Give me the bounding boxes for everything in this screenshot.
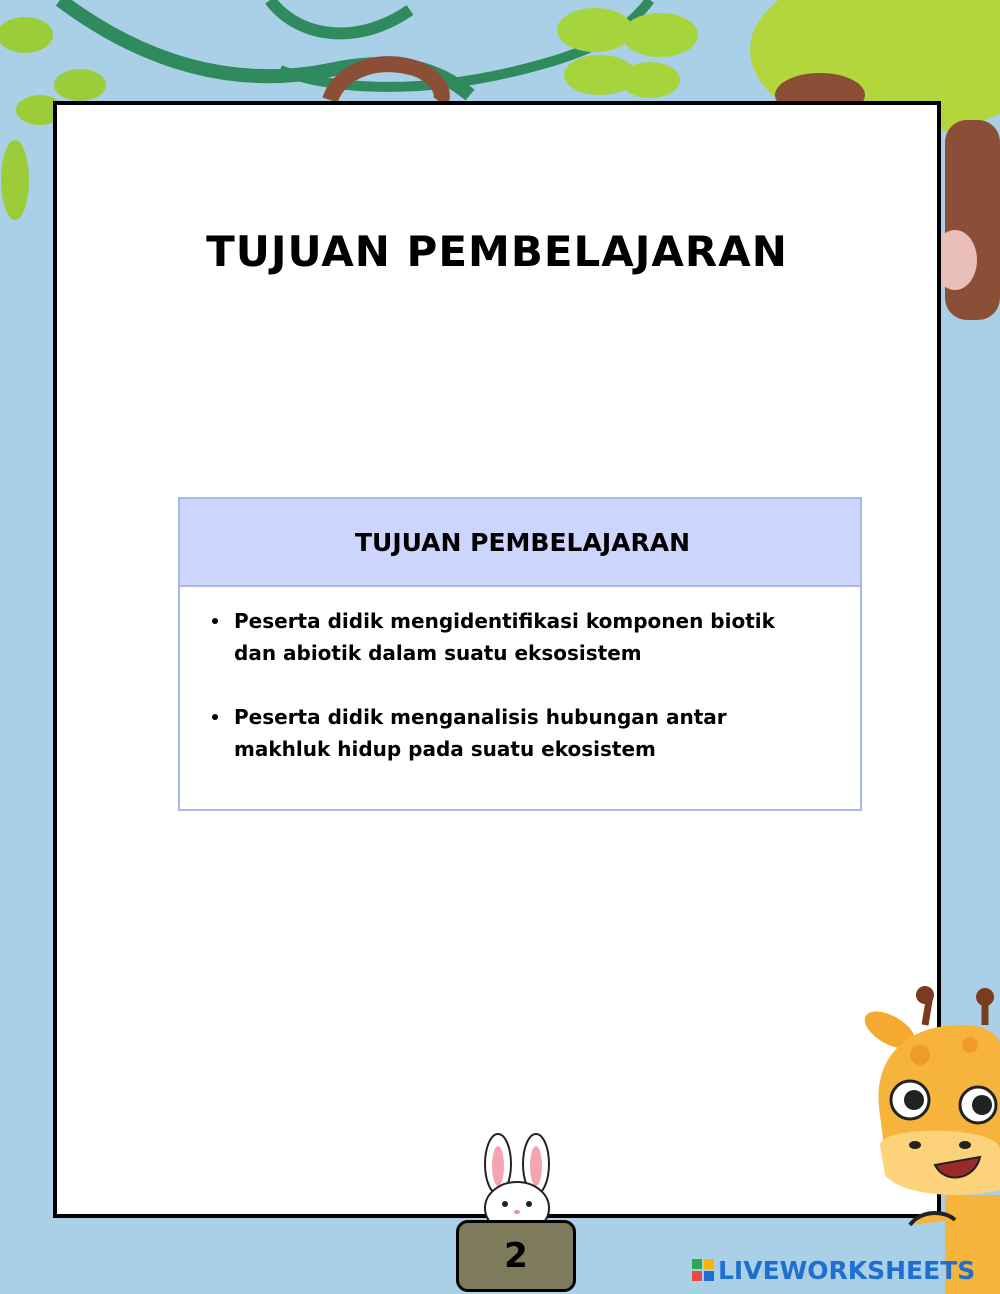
liveworksheets-watermark <box>692 1255 975 1285</box>
objective-item: Peserta didik menganalisis hubungan antar makhluk hidup pada suatu ekosistem <box>234 701 820 765</box>
watermark-text: LIVEWORKSHEETS <box>718 1255 976 1285</box>
objective-item: Peserta didik mengidentifikasi komponen biotik dan abiotik dalam suatu eksosistem <box>234 605 820 669</box>
worksheet-page <box>53 101 941 1218</box>
page-number-tab <box>456 1220 576 1292</box>
bunny-illustration <box>468 1132 566 1232</box>
page-title: TUJUAN PEMBELAJARAN <box>206 227 788 276</box>
giraffe-illustration <box>860 985 1000 1294</box>
objectives-list <box>204 605 820 765</box>
page-number: 2 <box>504 1236 528 1276</box>
objectives-header-title: TUJUAN PEMBELAJARAN <box>354 527 691 557</box>
liveworksheets-logo-icon <box>692 1259 714 1281</box>
learning-objectives-box <box>178 497 862 811</box>
objectives-header <box>180 499 860 587</box>
